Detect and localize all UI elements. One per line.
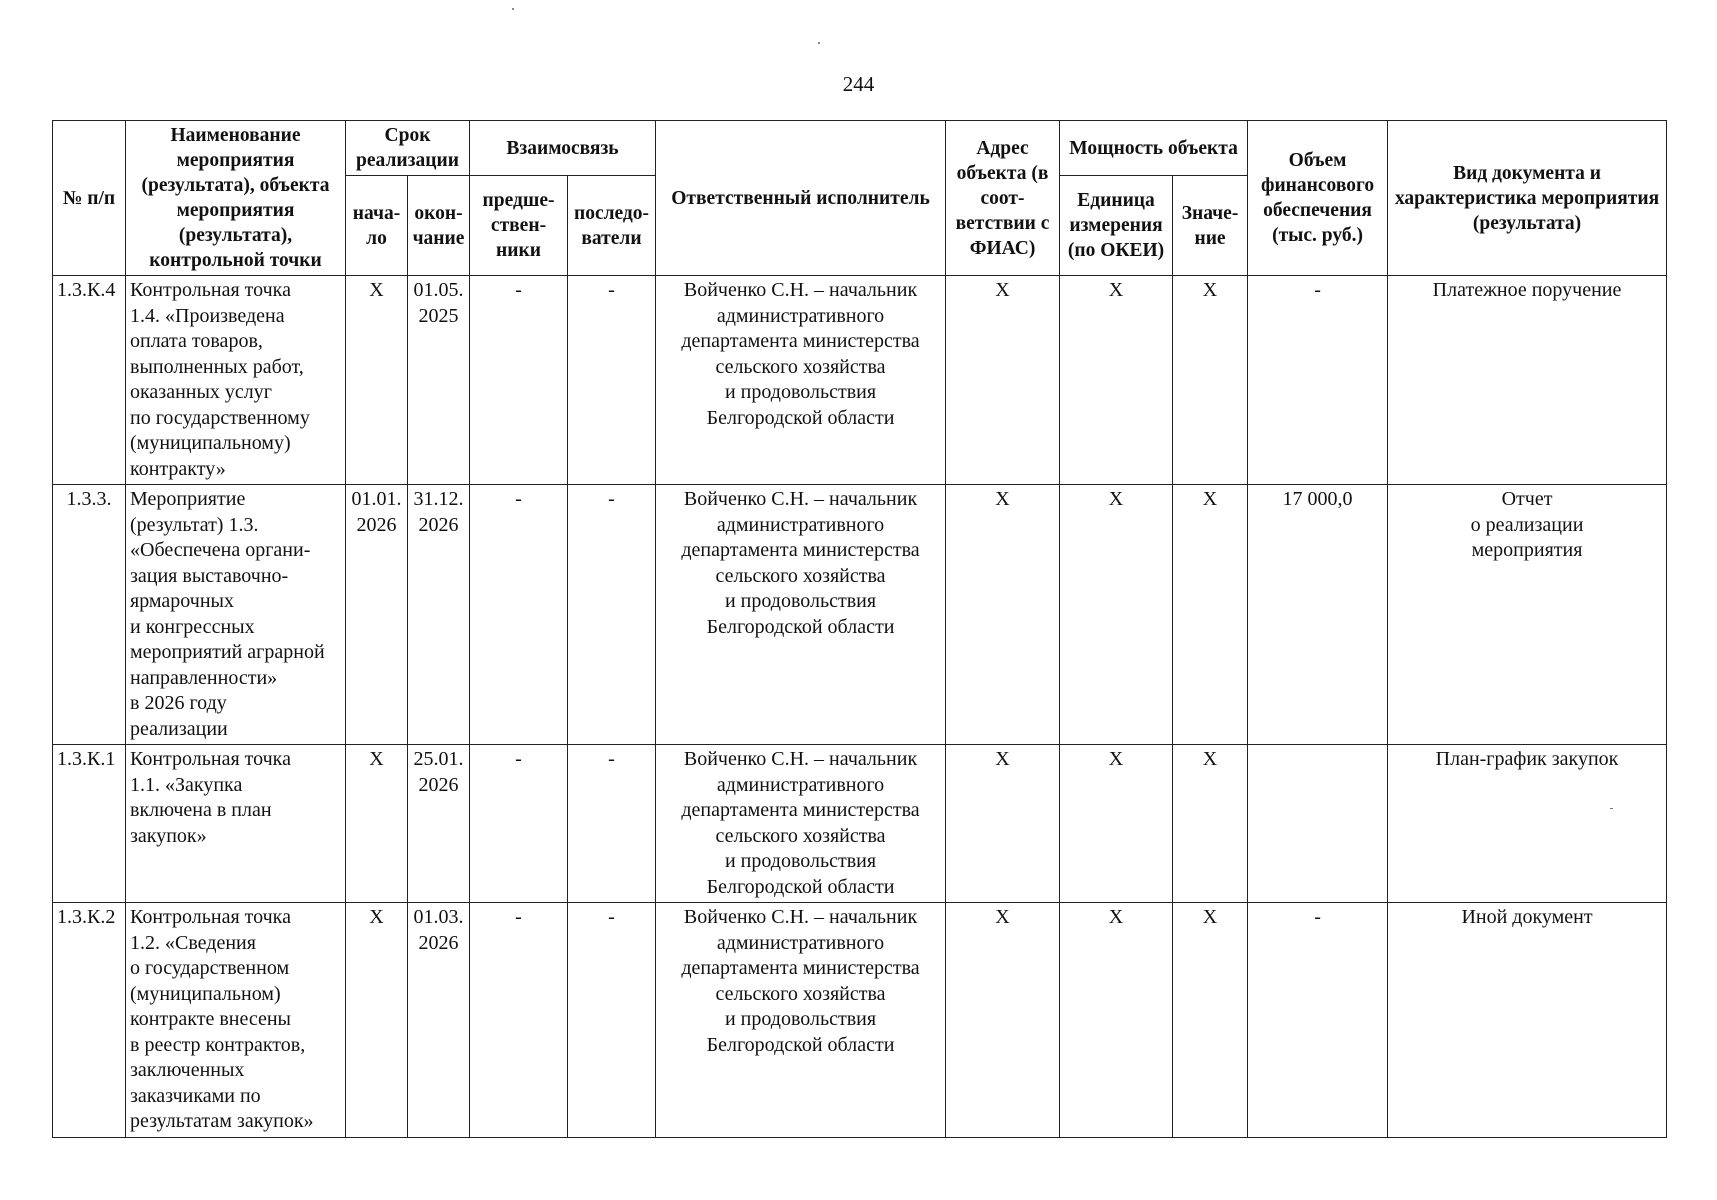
cell-num: 1.3.К.1	[53, 745, 126, 903]
cell-value: X	[1173, 485, 1248, 745]
cell-responsible: Войченко С.Н. – начальник административного департамента министерства сельского хозяйства и продовольствия Белгородской области	[656, 903, 946, 1138]
cell-funding: 17 000,0	[1248, 485, 1388, 745]
cell-successors: -	[568, 276, 656, 485]
cell-start: X	[346, 903, 408, 1138]
cell-name: Контрольная точка 1.2. «Сведения о государственном (муниципальном) контракте внесены в реестр контрактов, заключенных заказчиками по результатам закупок»	[126, 903, 346, 1138]
table-row	[53, 485, 1667, 745]
cell-predecessors: -	[470, 485, 568, 745]
table-header-row	[53, 121, 1667, 176]
cell-successors: -	[568, 745, 656, 903]
cell-unit: X	[1060, 903, 1173, 1138]
cell-address: X	[946, 276, 1060, 485]
cell-address: X	[946, 485, 1060, 745]
cell-end: 01.05. 2025	[408, 276, 470, 485]
cell-name: Контрольная точка 1.1. «Закупка включена в план закупок»	[126, 745, 346, 903]
cell-address: X	[946, 745, 1060, 903]
header-term: Срок реализации	[346, 121, 470, 176]
cell-funding: -	[1248, 903, 1388, 1138]
header-term-end: окон- чание	[408, 176, 470, 276]
cell-value: X	[1173, 745, 1248, 903]
cell-doc-type: Отчет о реализации мероприятия	[1388, 485, 1667, 745]
table-row	[53, 903, 1667, 1138]
cell-unit: X	[1060, 276, 1173, 485]
activities-table	[52, 120, 1667, 1138]
cell-doc-type: Платежное поручение	[1388, 276, 1667, 485]
cell-end: 25.01. 2026	[408, 745, 470, 903]
scan-speck	[818, 42, 820, 44]
header-successors: последо- ватели	[568, 176, 656, 276]
header-address: Адрес объекта (в соот-ветствии с ФИАС)	[946, 121, 1060, 276]
header-funding: Объем финансового обеспечения (тыс. руб.)	[1248, 121, 1388, 276]
cell-funding: -	[1248, 276, 1388, 485]
cell-value: X	[1173, 276, 1248, 485]
cell-end: 01.03. 2026	[408, 903, 470, 1138]
cell-doc-type: Иной документ	[1388, 903, 1667, 1138]
cell-unit: X	[1060, 745, 1173, 903]
cell-predecessors: -	[470, 745, 568, 903]
cell-name: Контрольная точка 1.4. «Произведена оплата товаров, выполненных работ, оказанных услуг по государственному (муниципальному) контракту»	[126, 276, 346, 485]
header-term-start: нача- ло	[346, 176, 408, 276]
scan-speck	[512, 8, 514, 10]
cell-start: X	[346, 745, 408, 903]
header-predecessors: предше- ствен- ники	[470, 176, 568, 276]
cell-start: 01.01. 2026	[346, 485, 408, 745]
header-doc-type: Вид документа и характеристика мероприятия (результата)	[1388, 121, 1667, 276]
page-number: 244	[842, 72, 875, 96]
header-responsible: Ответственный исполнитель	[656, 121, 946, 276]
table-row	[53, 276, 1667, 485]
header-relation: Взаимосвязь	[470, 121, 656, 176]
cell-successors: -	[568, 485, 656, 745]
cell-doc-type: План-график закупок	[1388, 745, 1667, 903]
cell-num: 1.3.К.4	[53, 276, 126, 485]
cell-address: X	[946, 903, 1060, 1138]
cell-start: X	[346, 276, 408, 485]
header-num: № п/п	[53, 121, 126, 276]
cell-responsible: Войченко С.Н. – начальник административного департамента министерства сельского хозяйства и продовольствия Белгородской области	[656, 485, 946, 745]
cell-value: X	[1173, 903, 1248, 1138]
cell-responsible: Войченко С.Н. – начальник административного департамента министерства сельского хозяйства и продовольствия Белгородской области	[656, 276, 946, 485]
cell-end: 31.12. 2026	[408, 485, 470, 745]
table-row	[53, 745, 1667, 903]
cell-predecessors: -	[470, 276, 568, 485]
header-value: Значе- ние	[1173, 176, 1248, 276]
header-name: Наименование мероприятия (результата), объекта мероприятия (результата), контрольной точки	[126, 121, 346, 276]
header-unit: Единица измерения (по ОКЕИ)	[1060, 176, 1173, 276]
header-capacity: Мощность объекта	[1060, 121, 1248, 176]
cell-unit: X	[1060, 485, 1173, 745]
cell-responsible: Войченко С.Н. – начальник административного департамента министерства сельского хозяйства и продовольствия Белгородской области	[656, 745, 946, 903]
cell-num: 1.3.К.2	[53, 903, 126, 1138]
cell-predecessors: -	[470, 903, 568, 1138]
cell-successors: -	[568, 903, 656, 1138]
cell-num: 1.3.3.	[53, 485, 126, 745]
cell-funding	[1248, 745, 1388, 903]
cell-name: Мероприятие (результат) 1.3. «Обеспечена органи- зация выставочно- ярмарочных и конгрессных мероприятий аграрной направленности» в 2026 году реализации	[126, 485, 346, 745]
